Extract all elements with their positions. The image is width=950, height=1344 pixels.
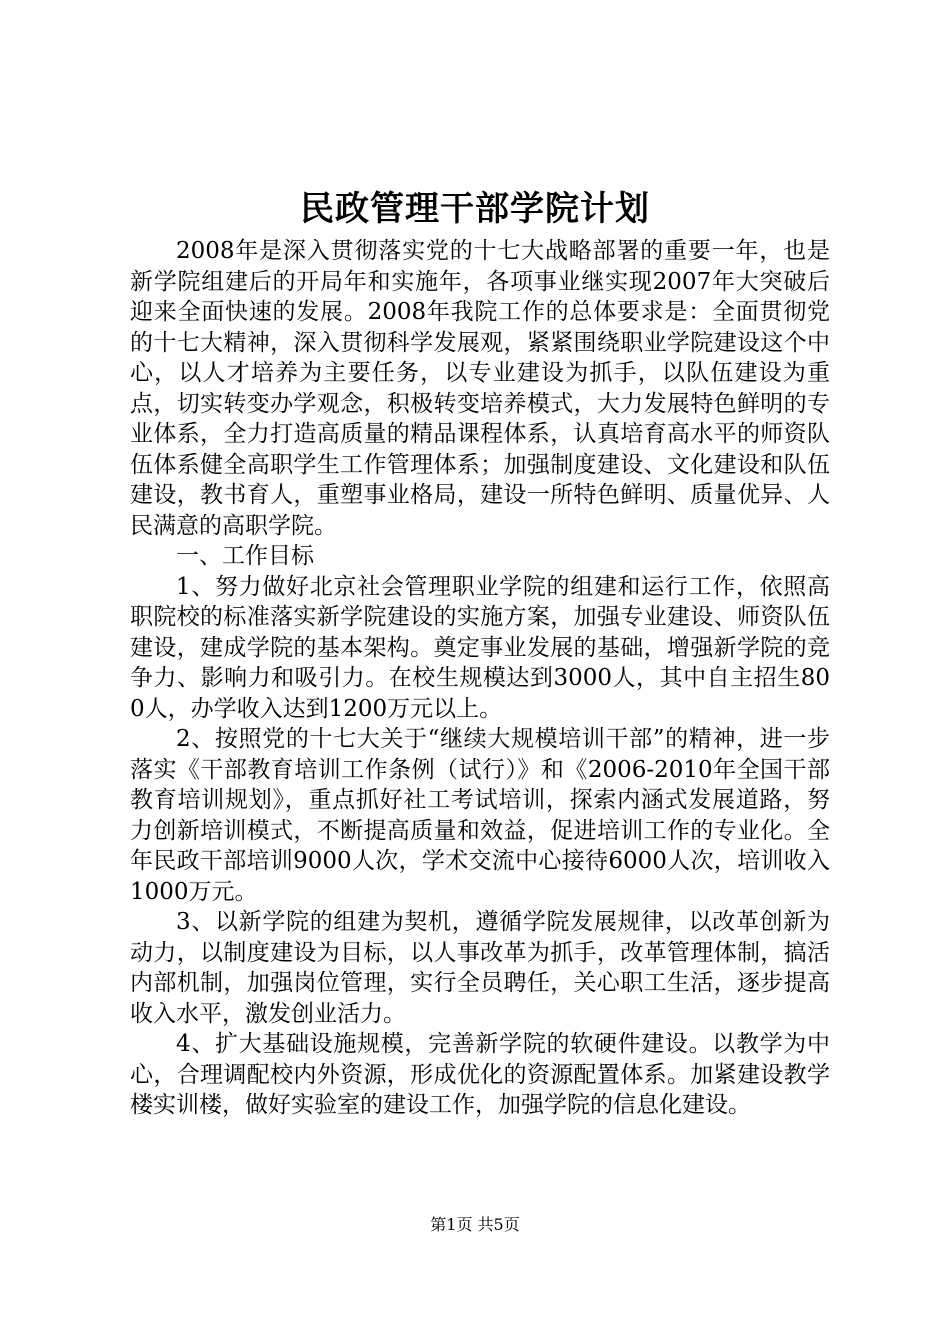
intro-paragraph: 2008年是深入贯彻落实党的十七大战略部署的重要一年，也是新学院组建后的开局年和实施年，各项事业继实现2007年大突破后迎来全面快速的发展。2008年我院工作的总体要求是：全面贯彻党的十七大精神，深入贯彻科学发展观，紧紧围绕职业学院建设这个中心，以人才培养为主要任务，以专业建设为抓手，以队伍建设为重点，切实转变办学观念，积极转变培养模式，大力发展特色鲜明的专业体系，全力打造高质量的精品课程体系，认真培育高水平的师资队伍体系健全高职学生工作管理体系；加强制度建设、文化建设和队伍建设，教书育人，重塑事业格局，建设一所特色鲜明、质量优异、人民满意的高职学院。: [130, 238, 830, 539]
goal-paragraph-2: 2、按照党的十七大关于“继续大规模培训干部”的精神，进一步落实《干部教育培训工作条例（试行）》和《2006-2010年全国干部教育培训规划》，重点抓好社工考试培训，探索内涵式发展道路，努力创新培训模式，不断提高质量和效益，促进培训工作的专业化。全年民政干部培训9000人次，学术交流中心接待6000人次，培训收入1000万元。: [130, 726, 830, 905]
section-heading-work-goals: 一、工作目标: [176, 543, 314, 569]
goal-paragraph-1: 1、努力做好北京社会管理职业学院的组建和运行工作，依照高职院校的标准落实新学院建设的实施方案，加强专业建设、师资队伍建设，建成学院的基本架构。奠定事业发展的基础，增强新学院的竞争力、影响力和吸引力。在校生规模达到3000人，其中自主招生800人，办学收入达到1200万元以上。: [130, 573, 830, 722]
goal-paragraph-4: 4、扩大基础设施规模，完善新学院的软硬件建设。以教学为中心，合理调配校内外资源，形成优化的资源配置体系。加紧建设教学楼实训楼，做好实验室的建设工作，加强学院的信息化建设。: [130, 1031, 830, 1118]
document-title: 民政管理干部学院计划: [300, 189, 650, 229]
page-footer: 第1页 共5页: [430, 1215, 520, 1234]
document-body: [130, 236, 830, 1121]
goal-paragraph-3: 3、以新学院的组建为契机，遵循学院发展规律，以改革创新为动力，以制度建设为目标，以人事改革为抓手，改革管理体制，搞活内部机制，加强岗位管理，实行全员聘任，关心职工生活，逐步提高收入水平，激发创业活力。: [130, 909, 830, 1027]
